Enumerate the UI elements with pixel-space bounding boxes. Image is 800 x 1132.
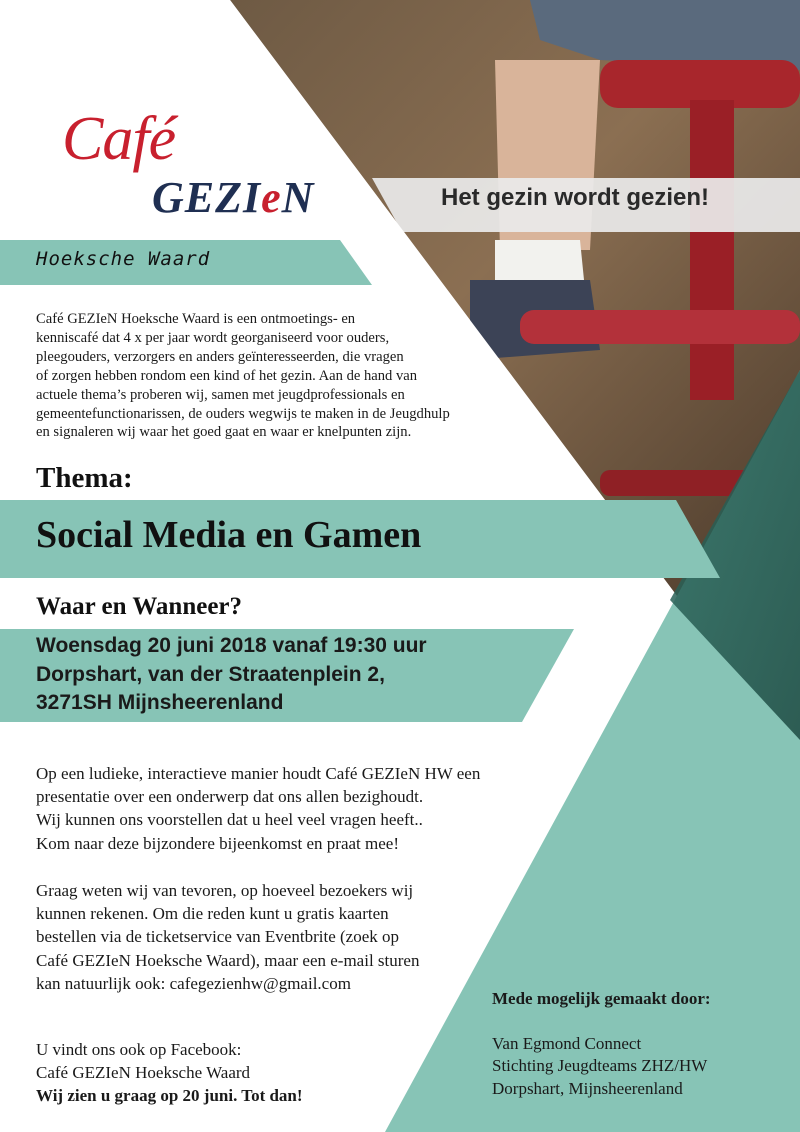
event-postcode: 3271SH Mijnsheerenland <box>36 691 284 714</box>
facebook-line: U vindt ons ook op Facebook: <box>36 1040 242 1059</box>
logo-gezien-pre: GEZI <box>152 173 262 222</box>
facebook-block <box>36 1038 303 1108</box>
intro-line: of zorgen hebben rondom een kind of het gezin. Aan de hand van <box>36 367 418 384</box>
sponsor-item: Dorpshart, Mijnsheerenland <box>492 1078 683 1098</box>
tickets-paragraph <box>36 879 496 995</box>
intro-line: actuele thema’s proberen wij, samen met jeugdprofessionals en <box>36 386 405 403</box>
intro-line: kenniscafé dat 4 x per jaar wordt georganiseerd voor ouders, <box>36 329 390 346</box>
tickets-line: kan natuurlijk ook: cafegezienhw@gmail.com <box>36 973 351 993</box>
intro-line: gemeentefunctionarissen, de ouders wegwijs te maken in de Jeugdhulp <box>36 405 450 422</box>
sponsor-item: Stichting Jeugdteams ZHZ/HW <box>492 1056 708 1075</box>
intro-line: Café GEZIeN Hoeksche Waard is een ontmoetings- en <box>36 311 356 327</box>
sponsors-heading: Mede mogelijk gemaakt door: <box>492 989 711 1008</box>
logo-gezien-post: N <box>281 173 315 222</box>
event-date: Woensdag 20 juni 2018 vanaf 19:30 uur <box>36 634 427 657</box>
sponsors-block <box>492 988 711 1100</box>
description-line: Op een ludieke, interactieve manier houdt Café GEZIeN HW een <box>36 764 481 783</box>
theme-title: Social Media en Gamen <box>36 514 422 556</box>
intro-line: en signaleren wij waar het goed gaat en waar er knelpunten zijn. <box>36 424 412 441</box>
theme-label: Thema: <box>36 462 133 494</box>
description-line: presentatie over een onderwerp dat ons allen bezighoudt. <box>36 787 424 807</box>
description-line: Kom naar deze bijzondere bijeenkomst en praat mee! <box>36 833 399 853</box>
facebook-page-name: Café GEZIeN Hoeksche Waard <box>36 1063 251 1083</box>
logo-gezien-text <box>152 173 315 222</box>
when-label: Waar en Wanneer? <box>36 593 243 620</box>
region-label: Hoeksche Waard <box>36 248 211 270</box>
photo-stool-leg <box>690 100 734 400</box>
event-details <box>36 632 427 718</box>
tickets-line: Graag weten wij van tevoren, op hoeveel bezoekers wij <box>36 881 414 900</box>
tickets-line: bestellen via de ticketservice van Eventbrite (zoek op <box>36 927 399 947</box>
logo-cafe-text: Café <box>62 105 176 173</box>
event-address: Dorpshart, van der Straatenplein 2, <box>36 662 385 686</box>
sponsor-item: Van Egmond Connect <box>492 1033 642 1053</box>
description-paragraph <box>36 762 556 855</box>
intro-line: pleegouders, verzorgers en anders geïnteresseerden, die vragen <box>36 348 404 365</box>
logo-gezien-highlight: e <box>261 173 282 222</box>
tagline: Het gezin wordt gezien! <box>441 184 710 211</box>
tickets-line: kunnen rekenen. Om die reden kunt u gratis kaarten <box>36 904 389 924</box>
description-line: Wij kunnen ons voorstellen dat u heel veel vragen heeft.. <box>36 810 423 830</box>
closing-line: Wij zien u graag op 20 juni. Tot dan! <box>36 1086 303 1106</box>
tickets-line: Café GEZIeN Hoeksche Waard), maar een e-mail sturen <box>36 950 420 970</box>
photo-stool-rail <box>520 310 800 344</box>
intro-paragraph <box>36 310 536 442</box>
